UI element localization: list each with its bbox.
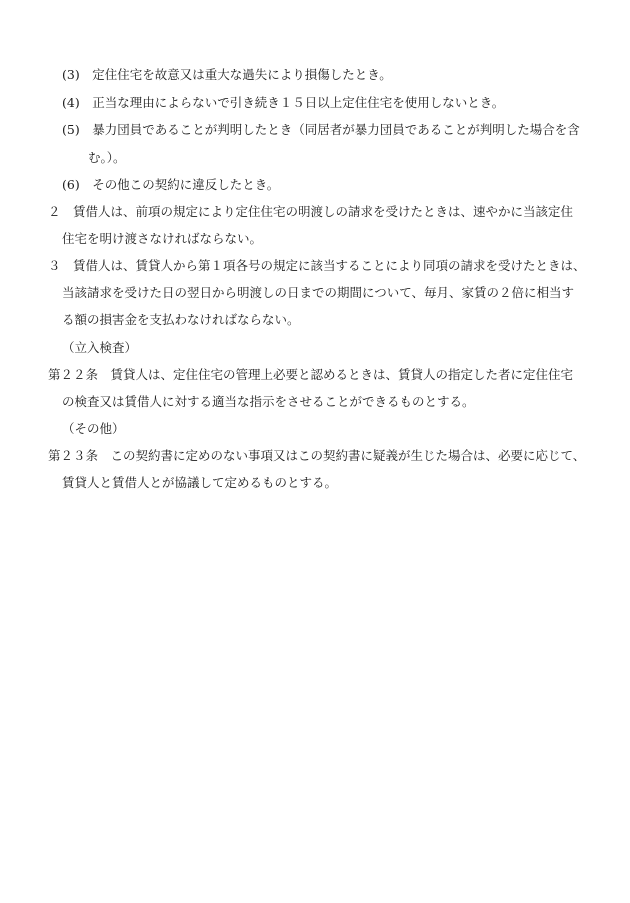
heading-other: （その他） [62, 421, 125, 436]
article-22-line-1: 第２２条 賃貸人は、定住住宅の管理上必要と認めるときは、賃貸人の指定した者に定住住宅 [48, 367, 574, 382]
item-6-text: (6) その他この契約に違反したとき。 [62, 177, 280, 192]
article-23-line-2: 賃貸人と賃借人とが協議して定めるものとする。 [62, 475, 338, 490]
heading-inspection: （立入検査） [62, 340, 138, 355]
article-22-line-2: の検査又は賃借人に対する適当な指示をさせることができるものとする。 [62, 394, 475, 409]
paragraph-2-line-1: ２ 賃借人は、前項の規定により定住住宅の明渡しの請求を受けたときは、速やかに当該定住 [48, 204, 574, 219]
item-5-continuation: む。）。 [88, 150, 126, 165]
paragraph-3-line-1: ３ 賃借人は、賃貸人から第１項各号の規定に該当することにより同項の請求を受けたときは、 [48, 258, 586, 273]
paragraph-3-line-2: 当該請求を受けた日の翌日から明渡しの日までの期間について、毎月、家賃の２倍に相当す [62, 285, 575, 300]
paragraph-2-line-2: 住宅を明け渡さなければならない。 [62, 231, 263, 246]
item-4-text: (4) 正当な理由によらないで引き続き１５日以上定住住宅を使用しないとき。 [62, 95, 505, 110]
item-3-text: (3) 定住住宅を故意又は重大な過失により損傷したとき。 [62, 67, 392, 82]
paragraph-3-line-3: る額の損害金を支払わなければならない。 [62, 312, 300, 327]
article-23-line-1: 第２３条 この契約書に定めのない事項又はこの契約書に疑義が生じた場合は、必要に応じて、 [48, 448, 586, 463]
item-5-text: (5) 暴力団員であることが判明したとき（同居者が暴力団員であることが判明した場合を含 [62, 122, 580, 137]
